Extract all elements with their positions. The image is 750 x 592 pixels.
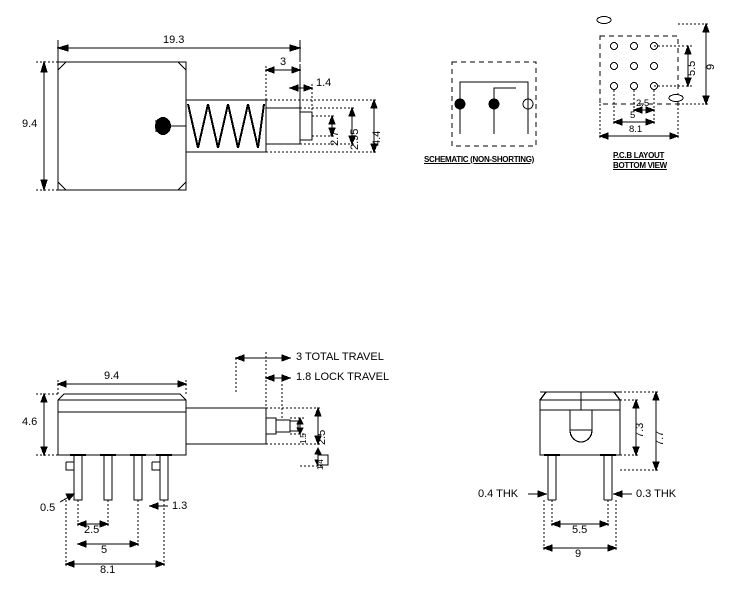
dim-front-2-5: 2.5 xyxy=(84,524,100,536)
dim-side-0-3-thk: 0.3 THK xyxy=(636,488,677,500)
pcb-caption-line1: P.C.B LAYOUT xyxy=(613,151,665,160)
dim-front-1-3: 1.3 xyxy=(172,500,188,512)
dim-side-5-5: 5.5 xyxy=(572,524,588,536)
dim-front-4-6: 4.6 xyxy=(22,416,38,428)
schematic-caption: SCHEMATIC (NON-SHORTING) xyxy=(424,155,534,164)
dim-front-1-4: 1.4 xyxy=(316,459,325,470)
label-lock-travel: 1.8 LOCK TRAVEL xyxy=(296,371,390,383)
dim-top-3: 3 xyxy=(280,56,287,68)
dim-top-4-4: 4.4 xyxy=(371,130,383,146)
label-total-travel: 3 TOTAL TRAVEL xyxy=(296,351,384,363)
dim-front-8-1: 8.1 xyxy=(100,564,116,576)
dim-front-0-5: 0.5 xyxy=(40,502,56,514)
dim-top-2-7: 2.7 xyxy=(329,130,341,146)
pcb-caption-line2: BOTTOM VIEW xyxy=(613,161,667,170)
dim-side-9: 9 xyxy=(575,548,582,560)
dim-side-0-4-thk: 0.4 THK xyxy=(478,488,519,500)
dim-top-1-4: 1.4 xyxy=(316,77,332,89)
dim-pcb-5-5: 5.5 xyxy=(686,60,698,76)
dim-side-7-7: 7.7 xyxy=(654,430,666,446)
dim-top-height: 9.4 xyxy=(22,118,38,130)
dim-pcb-9: 9 xyxy=(705,63,717,70)
dim-front-9-4: 9.4 xyxy=(104,370,120,382)
dim-front-1-5: 1.5 xyxy=(299,433,308,444)
dim-pcb-5: 5 xyxy=(630,110,636,121)
dim-front-5: 5 xyxy=(101,544,108,556)
dim-pcb-8-1: 8.1 xyxy=(629,124,643,135)
dim-front-2-5b: 2.5 xyxy=(316,429,328,445)
dim-side-7-3: 7.3 xyxy=(634,422,646,438)
dim-top-2-95: 2.95 xyxy=(349,128,361,150)
dim-top-width: 19.3 xyxy=(163,34,185,46)
dim-pcb-2-5: 2.5 xyxy=(636,98,650,109)
